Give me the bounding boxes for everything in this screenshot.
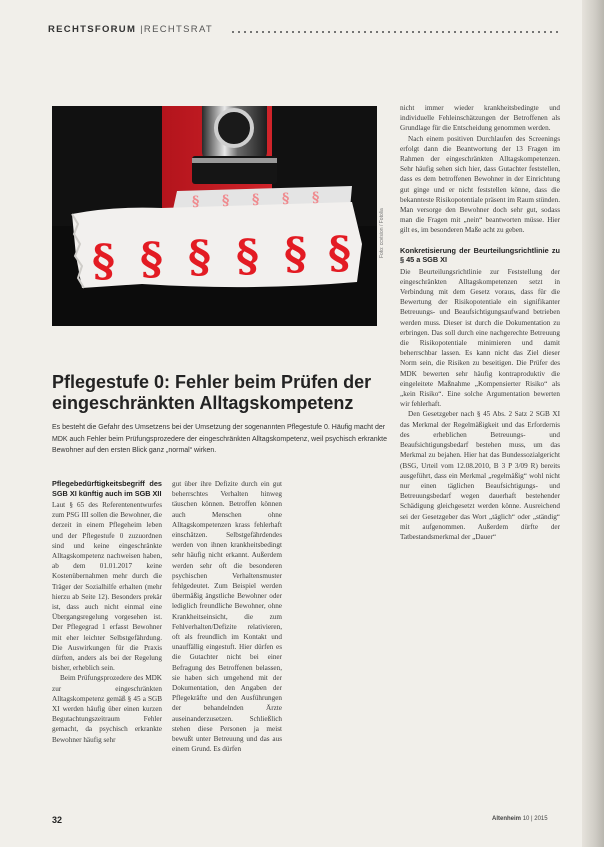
svg-text:§: § xyxy=(222,193,230,209)
text-column-3 xyxy=(400,103,560,542)
paragraph: gut über ihre Defizite durch ein gut beherrschtes Verhalten hinweg täuschen können. Betroffen können auch Menschen ohne Alltagskompetenzen krass fehlerhaft einschätzen. Selbstgefährdendes werden von ihnen krankheitsbedingt sehr häufig nicht erkannt. Außerdem werden sehr oft die besonderen psychischen Verhaltensmuster fehlgedeutet. Zum Beispiel werden übermäßig ängstliche Bewohner oder lediglich freundliche Bewohner, ohne Krankheitseinsicht, die zum Fehlverhalten/Defizite relativieren, oft als freundlich im Kontakt und unauffällig eingestuft. Hier dürfen es die Gutachter nicht bei einer Befragung des Betroffenen belassen, sie haben sich umgehend mit der Dokumentation, den Angaben der Pflegekräfte und den Ausführungen der behandelnden Ärzte auseinanderzusetzen. Schließlich stehen diese Personen ja meist bewußt unter Betreuung und das aus einem Grund. Es dürfen xyxy=(172,480,282,754)
svg-text:§: § xyxy=(284,229,308,280)
svg-text:§: § xyxy=(252,192,260,208)
magazine-issue: 10 | 2015 xyxy=(522,816,548,822)
magazine-footer xyxy=(492,816,548,822)
magazine-name: Altenheim xyxy=(492,816,522,822)
subheading-1: Pflegebedürftigkeitsbegriff des SGB XI künftig auch im SGB XII xyxy=(52,479,162,498)
svg-text:§: § xyxy=(312,190,320,206)
svg-text:§: § xyxy=(236,231,260,282)
page-number: 32 xyxy=(52,815,63,825)
photo-credit: Foto: ccvision / Fotolia xyxy=(379,208,385,258)
section-header xyxy=(48,24,213,35)
paragraph: Den Gesetzgeber nach § 45 Abs. 2 Satz 2 SGB XI das Merkmal der Regelmäßigkeit und das Erfordernis des erheblichen Betreuungs- und Beaufsichtigungsbedarf bestehen muss, um das Merkmal zu bejahen. Hier hat das Bundessozialgericht (BSG, Urteil vom 12.08.2010, B 3 P 3/09 R) bereits ausgeführt, dass ein Merkmal „regelmäßig“ wohl nicht nur einen täglichen Beaufsichtigungs- und Betreuungsbedarf wegen dauerhaft bestehender Schädigung gleichgesetzt werden könne. Ausreichend sei der Gesetzgeber das Wort „täglich“ oder „ständig“ mit aufgenommen. Außerdem dürfte der Tatbestandsmerkmal der „Dauer“ xyxy=(400,410,560,541)
article-photo xyxy=(52,106,377,326)
subsection-label: RECHTSRAT xyxy=(143,24,213,35)
subheading-2: Konkretisierung der Beurteilungsrichtlinie zu § 45 a SGB XI xyxy=(400,245,560,265)
paragraph: Laut § 65 des Referentenentwurfes zum PSG III sollen die Bewohner, die derzeit in einem Pflegeheim leben und der Pflegestufe 0 zuzuordnen sind und keine eingeschränkte Alltagskompetenz nachweisen haben, ab dem 01.01.2017 keine Kostenübernahmen mehr durch die Träger der Sozialhilfe erhalten (mehr hierzu ab Seite 12). Besonders prekär ist, dass auch nicht einmal eine Übergangsregelung vorgesehen ist. Der Pflegegrad 1 erfasst Bewohner mit eher leichter Selbstgefährdung. Die Auswirkungen für die Praxis dürften, anders als bei der Regelung bisher, erheblich sein. xyxy=(52,501,162,673)
paragraph: Nach einem positiven Durchlaufen des Screenings erfolgt dann die Beantwortung der 13 Fragen im Rahmen der eingeschränkten Alltagskompetenzen. Sehr häufig sehen sich hier, dass Gutachter feststellen, dass es dem betroffenen Bewohner in der Einrichtung gut ginge und er nicht feststellen könne, dass die bekannteste Risikopotentiale präsent im Raum stünden. Man versorge den Bewohner doch sehr gut, sodass man die Fragen mit „nein“ beantworten müsse. Hier gilt es, im besonderen Maße acht zu geben. xyxy=(400,134,560,235)
svg-text:§: § xyxy=(282,191,290,207)
svg-text:§: § xyxy=(140,234,164,285)
text-column-2 xyxy=(172,479,282,754)
svg-text:§: § xyxy=(192,194,200,210)
header-separator: | xyxy=(140,24,144,35)
svg-text:§: § xyxy=(188,232,212,283)
paragraph: Beim Prüfungsprozedere des MDK zur eingeschränkten Alltagskompetenz gemäß § 45 a SGB XI werden häufig über einen kurzen Begutachtungszeitraum Fehler gemacht, da psychisch erkrankte Bewohner häufig sehr xyxy=(52,674,162,744)
paragraph: nicht immer wieder krankheitsbedingte und individuelle Fehleinschätzungen der Betroffenen als Grundlage für die Entscheidung genommen werden. xyxy=(400,104,560,133)
paragraph: Die Beurteilungsrichtlinie zur Feststellung der eingeschränkten Alltagskompetenzen setzt in Verbindung mit dem Gesetz voraus, dass für die Bewertung der Risikopotentiale ein signifikanter Betreuungs- und Beaufsichtigungsaufwand betrieben werden muss. Dieser ist durch die Dokumentation zu erbringen. Das soll durch eine nachgerechte Betreuung die Risikopotentiale minimieren und damit beherrschbar lassen. Es kann nicht das Ziel dieser Norm sein, die Risiken zu beseitigen. Die Prüfer des MDK bewerten sehr häufig kontraproduktiv die eingeleitete Maßnahme „Kompensierter Risiko“ als „kein Risiko“. Eine solche Argumentation bewerten wir fehlerhaft. xyxy=(400,267,560,409)
header-dotted-rule xyxy=(230,31,560,33)
svg-text:§: § xyxy=(328,228,352,279)
article-lead: Es besteht die Gefahr des Umsetzens bei der Umsetzung der sogenannten Pflegestufe 0. Häufig macht der MDK auch Fehler beim Prüfungsprozedere der eingeschränkten Alltagskompetenz, weil psychisch erkrankte Bewohner auf den ersten Blick ganz „normal“ wirken. xyxy=(52,424,388,454)
page-edge-shadow xyxy=(582,0,604,847)
article-headline: Pflegestufe 0: Fehler beim Prüfen der eingeschränkten Alltagskompetenz xyxy=(52,372,372,413)
paragraph-clip-illustration xyxy=(52,106,377,326)
text-column-1 xyxy=(52,479,162,745)
section-label: RECHTSFORUM xyxy=(48,24,137,35)
svg-text:§: § xyxy=(92,236,116,287)
